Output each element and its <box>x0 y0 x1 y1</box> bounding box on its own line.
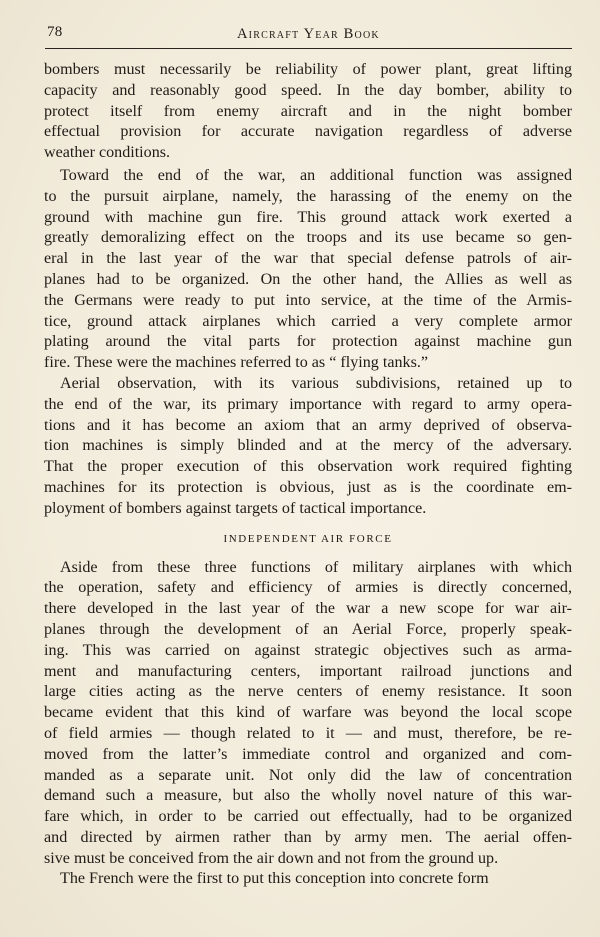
text-line: plating around the vital parts for protection against machine gun <box>44 333 572 351</box>
text-line: That the proper execution of this observation work required fighting <box>44 458 572 476</box>
text-line: greatly demoralizing effect on the troops and its use became so gen- <box>44 229 572 247</box>
text-line: to the pursuit airplane, namely, the harassing of the enemy on the <box>44 187 572 205</box>
text-line: effectual provision for accurate navigation regardless of adverse <box>44 123 572 141</box>
text-line: ing. This was carried on against strategic objectives such as arma- <box>44 641 572 659</box>
text-line: tion machines is simply blinded and at the mercy of the adversary. <box>44 437 572 455</box>
text-line: of field armies — though related to it — and must, therefore, be re- <box>44 724 572 742</box>
paragraph <box>44 869 572 890</box>
text-line: machines for its protection is obvious, just as is the coordinate em- <box>44 478 572 496</box>
text-line: Aerial observation, with its various subdivisions, retained up to <box>60 374 572 392</box>
paragraph <box>44 166 572 374</box>
text-line: Aside from these three functions of military airplanes with which <box>60 558 572 576</box>
text-line: tions and it has become an axiom that an army deprived of observa- <box>44 416 572 434</box>
text-line: demand such a measure, but also the wholly novel nature of this war- <box>44 787 572 805</box>
text-line: large cities acting as the nerve centers of enemy resistance. It soon <box>44 683 572 701</box>
paragraph <box>44 60 572 164</box>
text-line: and directed by airmen rather than by army men. The aerial offen- <box>44 828 572 846</box>
text-line: there developed in the last year of the war a new scope for war air- <box>44 600 572 618</box>
text-line: bombers must necessarily be reliability of power plant, great lifting <box>44 61 572 78</box>
text-line: ployment of bombers against targets of tactical importance. <box>44 499 427 517</box>
text-line: capacity and reasonably good speed. In the day bomber, ability to <box>44 81 572 99</box>
text-line: became evident that this kind of warfare was beyond the local scope <box>44 704 572 722</box>
text-line: moved from the latter’s immediate control and organized and com- <box>44 745 572 763</box>
text-line: eral in the last year of the war that special defense patrols of air- <box>44 250 572 268</box>
running-head: Aircraft Year Book <box>237 26 380 42</box>
text-line: ground with machine gun fire. This ground attack work exerted a <box>44 208 572 226</box>
page-header <box>45 20 572 49</box>
body-text <box>44 60 572 890</box>
text-line: the operation, safety and efficiency of armies is directly concerned, <box>44 579 572 597</box>
section-heading: INDEPENDENT AIR FORCE <box>223 532 393 545</box>
text-line: the Germans were ready to put into service, at the time of the Armis- <box>44 291 572 309</box>
text-line: tice, ground attack airplanes which carried a very complete armor <box>44 312 572 330</box>
text-line: weather conditions. <box>44 144 171 162</box>
text-line: fire. These were the machines referred to as “ flying tanks.” <box>44 354 428 372</box>
text-line: sive must be conceived from the air down and not from the ground up. <box>44 849 499 867</box>
text-line: planes had to be organized. On the other hand, the Allies as well as <box>44 270 572 288</box>
text-line: The French were the first to put this conception into concrete form <box>60 870 489 888</box>
text-line: ment and manufacturing centers, important railroad junctions and <box>44 662 572 680</box>
text-line: Toward the end of the war, an additional function was assigned <box>60 166 572 184</box>
paragraph <box>44 374 572 520</box>
page-number: 78 <box>47 24 63 40</box>
text-line: protect itself from enemy aircraft and in the night bomber <box>44 102 572 120</box>
text-line: planes through the development of an Aerial Force, properly speak- <box>44 620 572 638</box>
text-line: manded as a separate unit. Not only did the law of concentration <box>44 766 572 784</box>
text-line: the end of the war, its primary importance with regard to army opera- <box>44 395 572 413</box>
text-line: fare which, in order to be carried out effectually, had to be organized <box>44 808 572 826</box>
paragraph <box>44 558 572 870</box>
